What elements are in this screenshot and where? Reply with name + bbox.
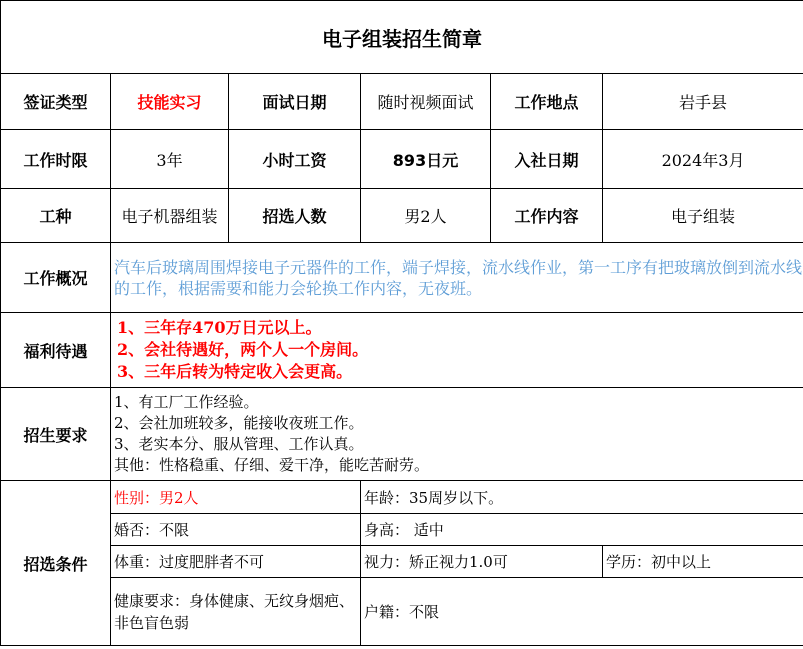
condition-education: 学历：初中以上 xyxy=(603,546,803,578)
requirements-list xyxy=(111,388,803,481)
condition-marital: 婚否：不限 xyxy=(111,514,361,546)
interview-date-label: 面试日期 xyxy=(229,74,361,130)
job-type-label: 工种 xyxy=(1,189,111,243)
welfare-item: 1、三年存470万日元以上。 xyxy=(117,318,322,337)
requirements-label: 招生要求 xyxy=(1,388,111,481)
overview-text: 汽车后玻璃周围焊接电子元器件的工作，端子焊接，流水线作业，第一工序有把玻璃放倒到流水线的工作，根据需要和能力会轮换工作内容，无夜班。 xyxy=(111,243,803,313)
condition-gender: 性别：男2人 xyxy=(111,481,361,514)
headcount-label: 招选人数 xyxy=(229,189,361,243)
job-type-value: 电子机器组装 xyxy=(111,189,229,243)
job-content-label: 工作内容 xyxy=(491,189,603,243)
requirement-item: 其他：性格稳重、仔细、爱干净，能吃苦耐劳。 xyxy=(114,456,430,474)
welfare-label: 福利待遇 xyxy=(1,313,111,388)
page-title: 电子组装招生简章 xyxy=(1,1,803,74)
requirement-item: 2、会社加班较多，能接收夜班工作。 xyxy=(114,414,364,432)
condition-health: 健康要求：身体健康、无纹身烟疤、非色盲色弱 xyxy=(111,578,361,646)
headcount-value: 男2人 xyxy=(361,189,491,243)
interview-date-value: 随时视频面试 xyxy=(361,74,491,130)
work-location-value: 岩手县 xyxy=(603,74,803,130)
requirement-item: 3、老实本分、服从管理、工作认真。 xyxy=(114,435,364,453)
visa-type-value: 技能实习 xyxy=(111,74,229,130)
condition-vision: 视力：矫正视力1.0可 xyxy=(361,546,603,578)
welfare-list xyxy=(111,313,803,388)
condition-weight: 体重：过度肥胖者不可 xyxy=(111,546,361,578)
welfare-item: 3、三年后转为特定收入会更高。 xyxy=(117,362,353,381)
welfare-item: 2、会社待遇好，两个人一个房间。 xyxy=(117,340,369,359)
work-period-value: 3年 xyxy=(111,130,229,189)
condition-height: 身高： 适中 xyxy=(361,514,803,546)
conditions-label: 招选条件 xyxy=(1,481,111,646)
condition-age: 年龄：35周岁以下。 xyxy=(361,481,803,514)
condition-registry: 户籍：不限 xyxy=(361,578,803,646)
hourly-wage-value: 893日元 xyxy=(361,130,491,189)
overview-label: 工作概况 xyxy=(1,243,111,313)
hourly-wage-label: 小时工资 xyxy=(229,130,361,189)
work-location-label: 工作地点 xyxy=(491,74,603,130)
start-date-value: 2024年3月 xyxy=(603,130,803,189)
job-content-value: 电子组装 xyxy=(603,189,803,243)
work-period-label: 工作时限 xyxy=(1,130,111,189)
visa-type-label: 签证类型 xyxy=(1,74,111,130)
requirement-item: 1、有工厂工作经验。 xyxy=(114,393,259,411)
start-date-label: 入社日期 xyxy=(491,130,603,189)
